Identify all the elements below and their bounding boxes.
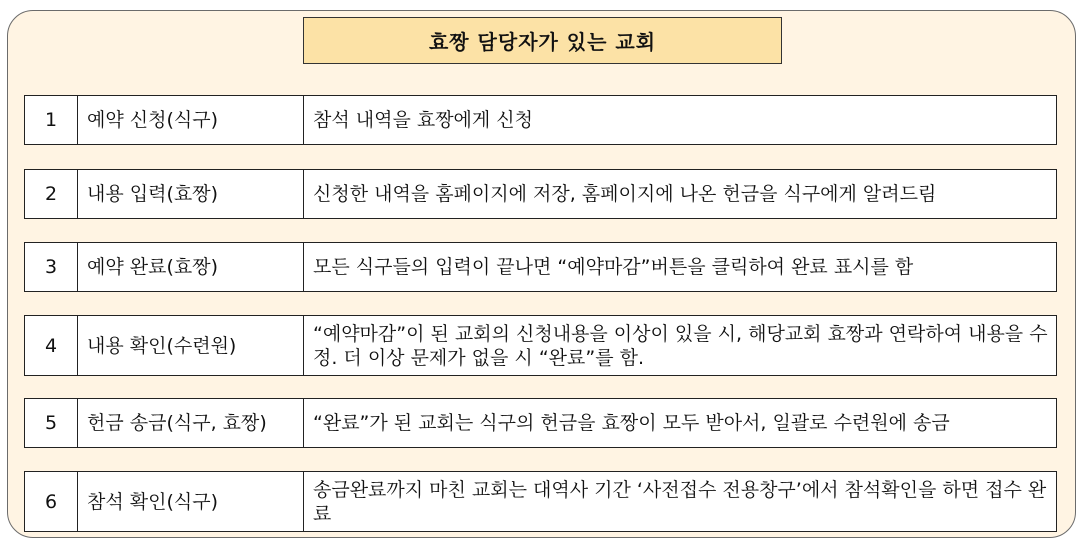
step-label: 예약 완료(효짱): [78, 243, 304, 291]
step-label: 예약 신청(식구): [78, 96, 304, 144]
step-description: “완료”가 된 교회는 식구의 헌금을 효짱이 모두 받아서, 일괄로 수련원에 송금: [313, 412, 950, 434]
step-number: 5: [25, 399, 78, 447]
table-row: [24, 242, 1057, 292]
step-description: 송금완료까지 마친 교회는 대역사 기간 ‘사전접수 전용창구’에서 참석확인을 하면 접수 완료: [313, 478, 1047, 525]
step-description: 모든 식구들의 입력이 끝나면 “예약마감”버튼을 클릭하여 완료 표시를 함: [313, 256, 914, 278]
step-label: 내용 입력(효짱): [78, 170, 304, 218]
step-label: 헌금 송금(식구, 효짱): [78, 399, 304, 447]
table-row: [24, 471, 1057, 532]
table-row: [24, 315, 1057, 376]
page-title: 효짱 담당자가 있는 교회: [303, 17, 782, 64]
step-label: 내용 확인(수련원): [78, 316, 304, 375]
step-label: 참석 확인(식구): [78, 472, 304, 531]
step-number: 4: [25, 316, 78, 375]
step-number: 1: [25, 96, 78, 144]
step-description: 참석 내역을 효짱에게 신청: [313, 109, 534, 131]
step-number: 6: [25, 472, 78, 531]
table-row: [24, 169, 1057, 219]
step-number: 3: [25, 243, 78, 291]
table-row: [24, 398, 1057, 448]
step-description: 신청한 내역을 홈페이지에 저장, 홈페이지에 나온 헌금을 식구에게 알려드림: [313, 183, 937, 205]
step-description: “예약마감”이 된 교회의 신청내용을 이상이 있을 시, 해당교회 효짱과 연락하여 내용을 수정. 더 이상 문제가 없을 시 “완료”를 함.: [313, 322, 1048, 369]
table-row: [24, 95, 1057, 145]
step-number: 2: [25, 170, 78, 218]
